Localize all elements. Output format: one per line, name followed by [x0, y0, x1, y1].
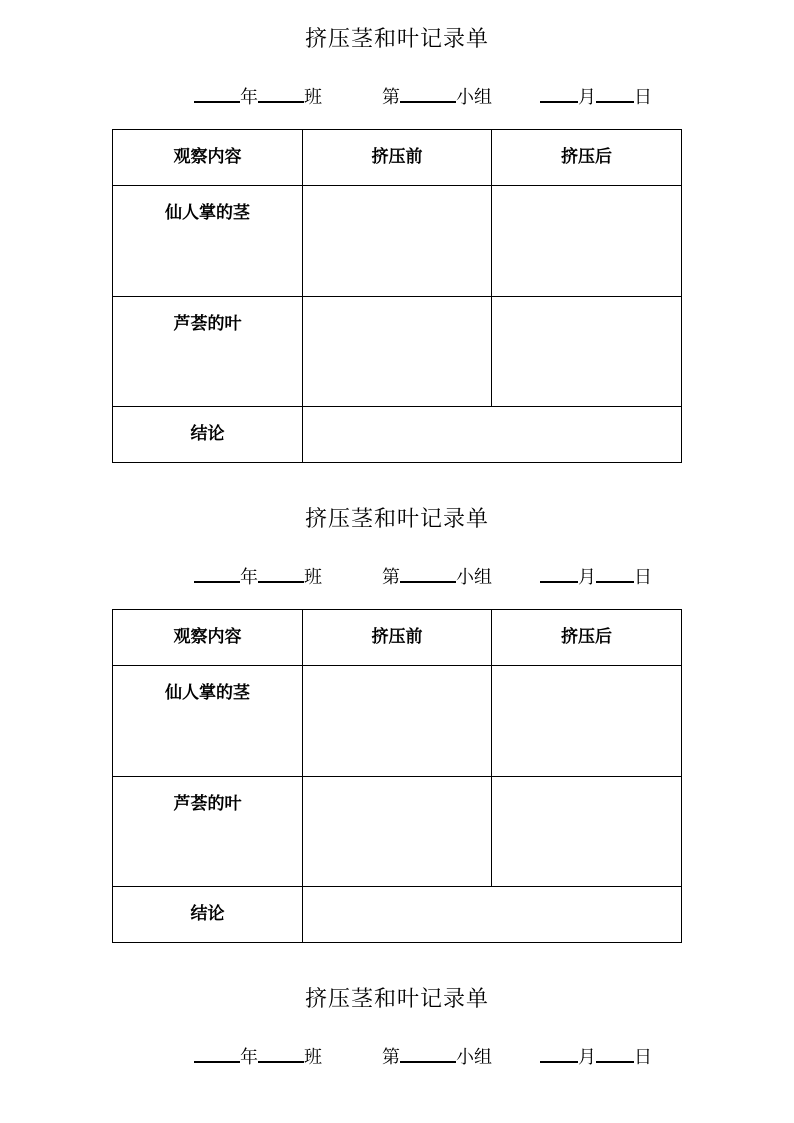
day-label: 日: [634, 87, 652, 108]
cell-aloe-before[interactable]: [303, 297, 492, 407]
group-blank[interactable]: [400, 1045, 456, 1063]
cell-conclusion[interactable]: [303, 407, 682, 463]
record-table: [112, 129, 682, 463]
header-before: 挤压前: [303, 610, 492, 666]
meta-year-class: [194, 85, 322, 109]
group-blank[interactable]: [400, 565, 456, 583]
cell-cactus-after[interactable]: [492, 186, 682, 297]
cell-aloe-after[interactable]: [492, 297, 682, 407]
day-blank[interactable]: [596, 1045, 634, 1063]
class-label: 班: [304, 1047, 322, 1068]
cell-cactus-after[interactable]: [492, 666, 682, 777]
group-suffix: 小组: [456, 87, 492, 108]
month-blank[interactable]: [540, 565, 578, 583]
class-label: 班: [304, 567, 322, 588]
cell-cactus-before[interactable]: [303, 666, 492, 777]
meta-year-class: [194, 1045, 322, 1069]
table-header-row: [113, 130, 682, 186]
meta-year-class: [194, 565, 322, 589]
header-after: 挤压后: [492, 130, 682, 186]
sheet-title: 挤压茎和叶记录单: [304, 507, 489, 532]
year-blank[interactable]: [194, 565, 240, 583]
year-blank[interactable]: [194, 1045, 240, 1063]
row-label-conclusion: 结论: [113, 887, 303, 943]
row-label-conclusion: 结论: [113, 407, 303, 463]
year-label: 年: [240, 1047, 258, 1068]
month-blank[interactable]: [540, 1045, 578, 1063]
table-row: [113, 887, 682, 943]
group-suffix: 小组: [456, 1047, 492, 1068]
meta-group: [382, 1045, 492, 1069]
year-blank[interactable]: [194, 85, 240, 103]
header-observation: 观察内容: [113, 130, 303, 186]
month-label: 月: [578, 1047, 596, 1068]
cell-aloe-before[interactable]: [303, 777, 492, 887]
table-row: [113, 186, 682, 297]
day-label: 日: [634, 1047, 652, 1068]
class-label: 班: [304, 87, 322, 108]
class-blank[interactable]: [258, 1045, 304, 1063]
month-label: 月: [578, 87, 596, 108]
day-blank[interactable]: [596, 565, 634, 583]
meta-date: [540, 1045, 652, 1069]
cell-aloe-after[interactable]: [492, 777, 682, 887]
group-prefix: 第: [382, 87, 400, 108]
cell-cactus-before[interactable]: [303, 186, 492, 297]
row-label-cactus-stem: 仙人掌的茎: [113, 186, 303, 297]
meta-date: [540, 85, 652, 109]
table-header-row: [113, 610, 682, 666]
group-prefix: 第: [382, 1047, 400, 1068]
year-label: 年: [240, 567, 258, 588]
cell-conclusion[interactable]: [303, 887, 682, 943]
header-observation: 观察内容: [113, 610, 303, 666]
record-table: [112, 609, 682, 943]
group-suffix: 小组: [456, 567, 492, 588]
table-row: [113, 297, 682, 407]
table-row: [113, 777, 682, 887]
meta-date: [540, 565, 652, 589]
table-row: [113, 666, 682, 777]
meta-group: [382, 85, 492, 109]
year-label: 年: [240, 87, 258, 108]
group-prefix: 第: [382, 567, 400, 588]
month-label: 月: [578, 567, 596, 588]
header-after: 挤压后: [492, 610, 682, 666]
sheet-title: 挤压茎和叶记录单: [304, 27, 489, 52]
row-label-aloe-leaf: 芦荟的叶: [113, 777, 303, 887]
row-label-cactus-stem: 仙人掌的茎: [113, 666, 303, 777]
table-row: [113, 407, 682, 463]
month-blank[interactable]: [540, 85, 578, 103]
day-blank[interactable]: [596, 85, 634, 103]
row-label-aloe-leaf: 芦荟的叶: [113, 297, 303, 407]
meta-group: [382, 565, 492, 589]
group-blank[interactable]: [400, 85, 456, 103]
day-label: 日: [634, 567, 652, 588]
header-before: 挤压前: [303, 130, 492, 186]
sheet-title: 挤压茎和叶记录单: [304, 987, 489, 1012]
class-blank[interactable]: [258, 565, 304, 583]
class-blank[interactable]: [258, 85, 304, 103]
